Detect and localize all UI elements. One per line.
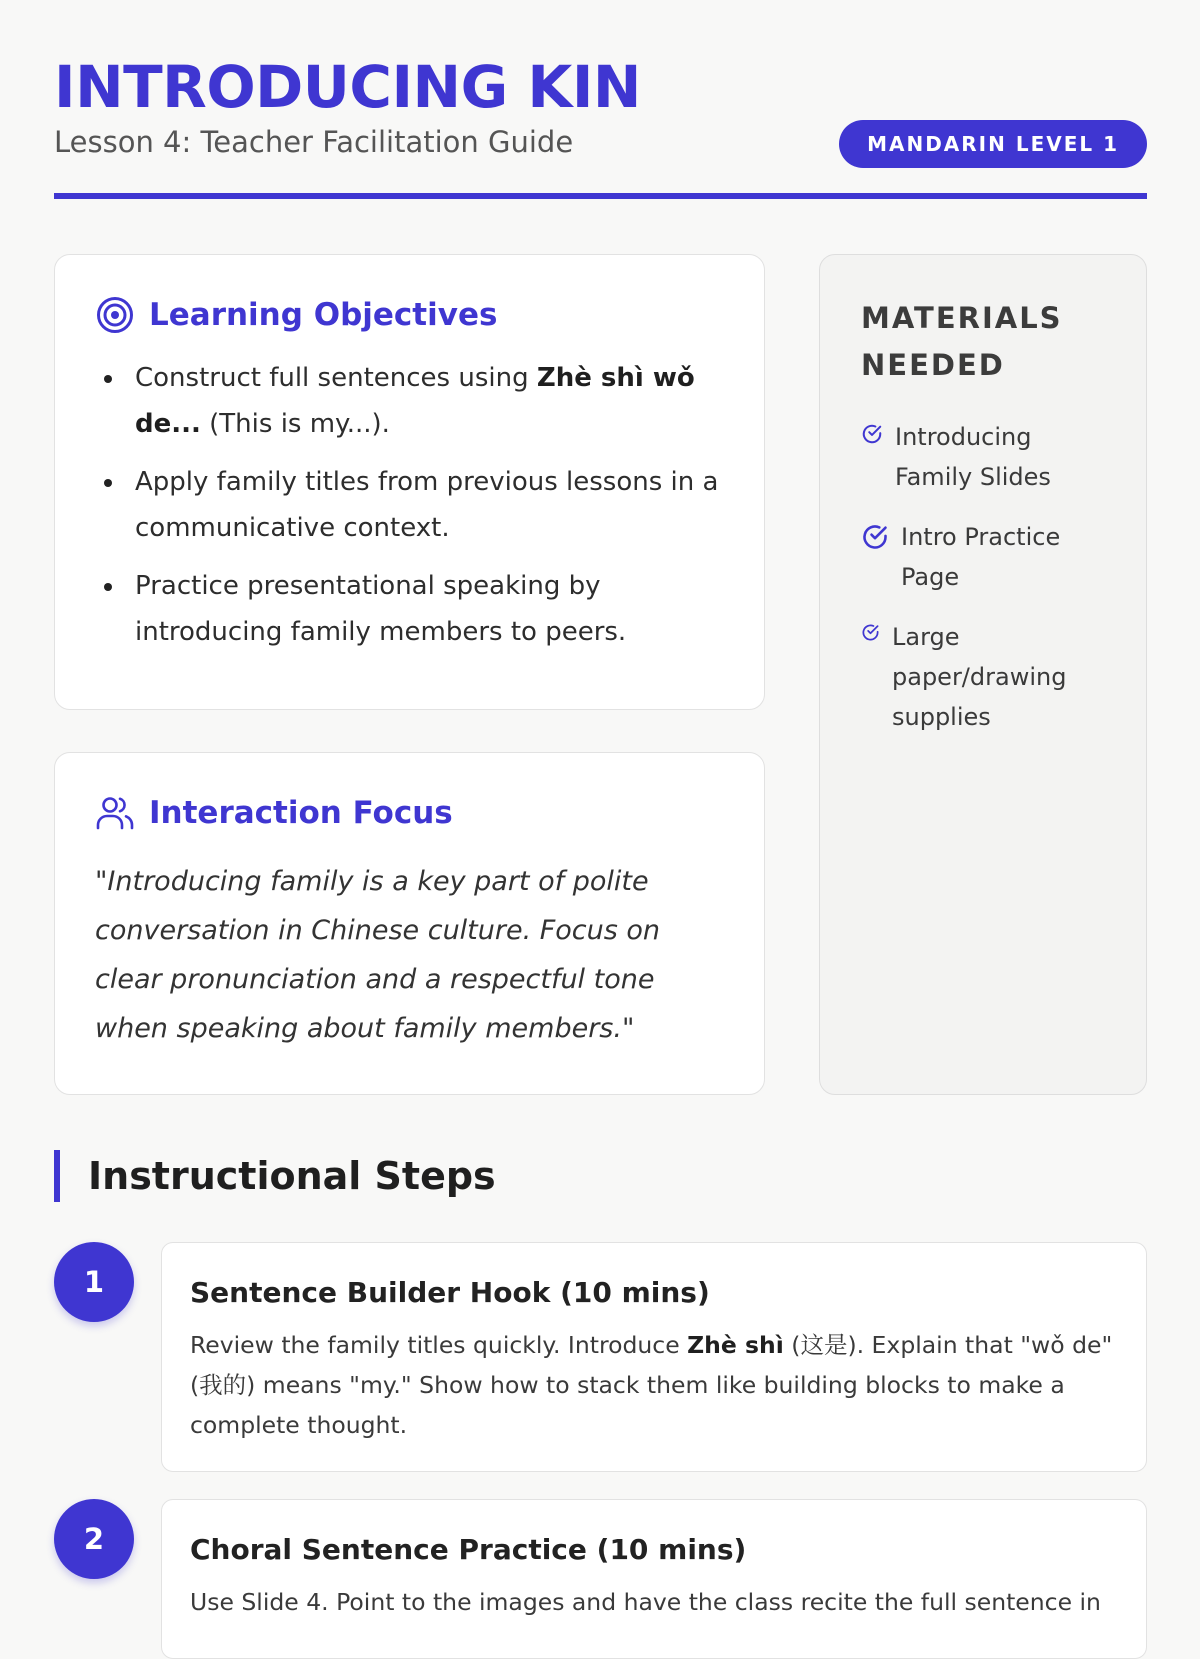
interaction-focus-card xyxy=(54,752,765,1095)
material-label: Large paper/drawing supplies xyxy=(892,623,1067,731)
page-header xyxy=(54,52,1147,200)
page-title: INTRODUCING KIN xyxy=(54,53,641,121)
material-label: Introducing Family Slides xyxy=(895,423,1051,491)
objective-item: Practice presentational speaking by introducing family members to peers. xyxy=(95,563,724,655)
step-title: Sentence Builder Hook (10 mins) xyxy=(190,1276,710,1309)
page-subtitle: Lesson 4: Teacher Facilitation Guide xyxy=(54,125,574,159)
learning-objectives-title: Learning Objectives xyxy=(149,297,498,333)
objective-item: Apply family titles from previous lessons in a communicative context. xyxy=(95,459,724,551)
step-body: Review the family titles quickly. Introduce Zhè shì (这是). Explain that "wǒ de" (我的) means "my." Show how to stack them like building blocks to make a complete thought. xyxy=(190,1331,1113,1439)
material-item xyxy=(861,617,1116,737)
materials-panel xyxy=(819,254,1147,1095)
material-item xyxy=(861,417,1116,497)
step-number: 1 xyxy=(54,1242,134,1322)
step-body: Use Slide 4. Point to the images and have the class recite the full sentence in xyxy=(190,1588,1101,1616)
materials-title: MATERIALS NEEDED xyxy=(861,301,1063,382)
step-card xyxy=(161,1499,1147,1659)
check-circle-icon xyxy=(861,423,883,449)
learning-objectives-card xyxy=(54,254,765,710)
step-item xyxy=(54,1242,1147,1474)
interaction-quote: "Introducing family is a key part of polite conversation in Chinese culture. Focus on clear pronunciation and a respectful tone when speaking about family members." xyxy=(95,866,661,1044)
material-label: Intro Practice Page xyxy=(901,523,1061,591)
target-icon xyxy=(95,295,135,335)
interaction-focus-title: Interaction Focus xyxy=(149,795,453,831)
material-item xyxy=(861,517,1116,597)
step-number: 2 xyxy=(54,1499,134,1579)
level-badge: MANDARIN LEVEL 1 xyxy=(839,120,1147,168)
objectives-list xyxy=(95,355,724,655)
step-item xyxy=(54,1499,1147,1616)
check-circle-icon xyxy=(861,523,889,555)
check-circle-icon xyxy=(861,623,880,646)
header-divider xyxy=(54,193,1147,199)
users-icon xyxy=(95,793,135,833)
step-card xyxy=(161,1242,1147,1472)
instructional-steps-heading: Instructional Steps xyxy=(54,1150,496,1202)
step-title: Choral Sentence Practice (10 mins) xyxy=(190,1533,747,1566)
materials-list xyxy=(861,417,1116,737)
objective-item: Construct full sentences using Zhè shì wǒ de... (This is my...). xyxy=(95,355,724,447)
